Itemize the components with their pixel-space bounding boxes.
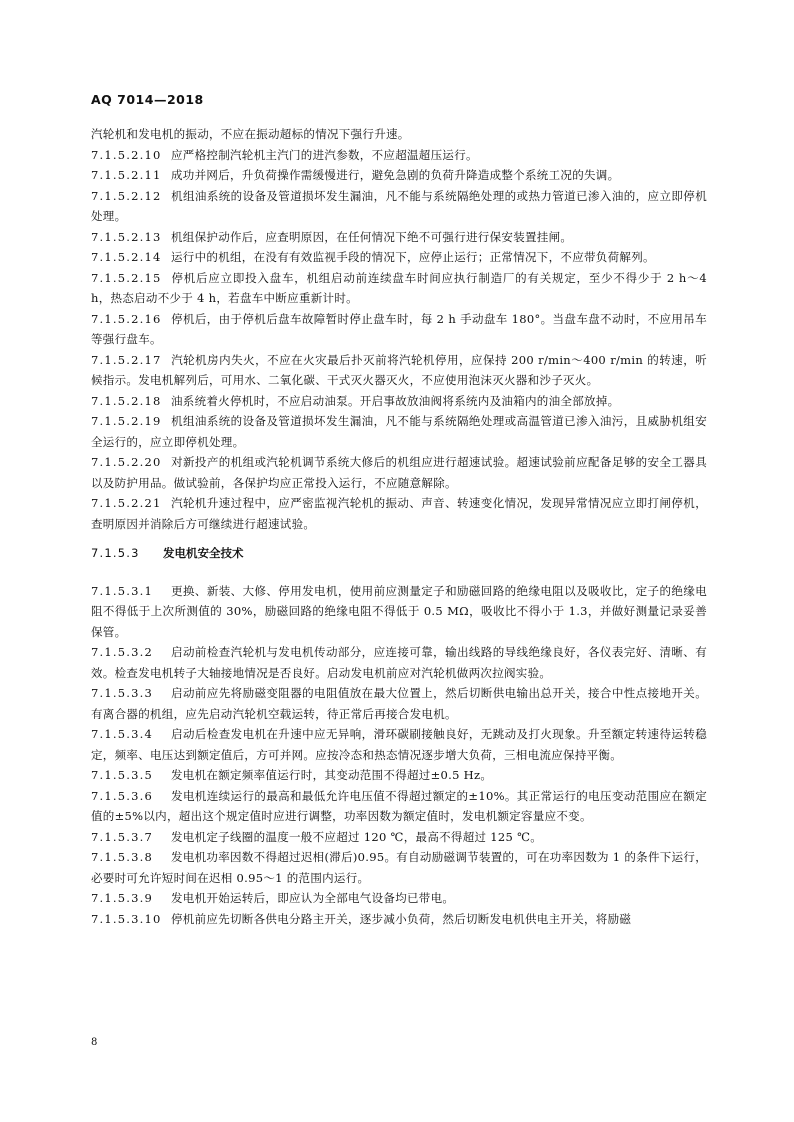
clause-7-1-5-2-17 [91, 350, 707, 391]
clause-7-1-5-2-11 [91, 165, 707, 186]
clause-text: 汽轮机升速过程中，应严密监视汽轮机的振动、声音、转速变化情况，发现异常情况应立即打闸停机，查明原因并消除后方可继续进行超速试验。 [91, 496, 707, 531]
clause-7-1-5-2-20 [91, 452, 707, 493]
clause-number: 7.1.5.3.5 [91, 768, 154, 782]
clause-7-1-5-3-4 [91, 724, 707, 765]
clause-text: 停机后，由于停机后盘车故障暂时停止盘车时，每 2 h 手动盘车 180°。当盘车盘不动时，不应用吊车等强行盘车。 [91, 311, 707, 346]
clause-number: 7.1.5.2.18 [91, 393, 162, 408]
clause-7-1-5-3-6 [91, 786, 707, 827]
clause-number: 7.1.5.2.12 [91, 188, 162, 203]
clause-text: 启动前应先将励磁变阻器的电阻值放在最大位置上，然后切断供电输出总开关，接合中性点接地开关。有离合器的机组，应先启动汽轮机空载运转，待正常后再接合发电机。 [91, 686, 707, 721]
clause-text: 更换、新装、大修、停用发电机，使用前应测量定子和励磁回路的绝缘电阻以及吸收比，定子的绝缘电阻不得低于上次所测值的 30%，励磁回路的绝缘电阻不得低于 0.5 MΩ，吸收比不得小于 1.3，并做好测量记录妥善保管。 [91, 583, 707, 639]
clause-7-1-5-2-10 [91, 145, 707, 166]
clause-text: 机组油系统的设备及管道损坏发生漏油，凡不能与系统隔绝处理的或热力管道已渗入油的，应立即停机处理。 [91, 188, 707, 223]
page-number: 8 [91, 1037, 98, 1048]
clause-7-1-5-2-18 [91, 391, 707, 412]
clause-text: 油系统着火停机时，不应启动油泵。开启事故放油阀将系统内及油箱内的油全部放掉。 [171, 393, 620, 408]
clause-text: 成功并网后，升负荷操作需缓慢进行，避免急剧的负荷升降造成整个系统工况的失调。 [171, 168, 620, 182]
clause-text: 启动前检查汽轮机与发电机传动部分，应连接可靠，输出线路的导线绝缘良好，各仪表完好、清晰、有效。检查发电机转子大轴接地情况是否良好。启动发电机前应对汽轮机做两次拉阀实验。 [91, 645, 707, 680]
clause-number: 7.1.5.3.10 [91, 911, 162, 926]
clause-7-1-5-2-19 [91, 411, 707, 452]
clause-number: 7.1.5.3.7 [91, 829, 154, 844]
clause-7-1-5-2-14 [91, 247, 707, 268]
clause-7-1-5-3-1 [91, 581, 707, 643]
clause-7-1-5-3-8 [91, 847, 707, 888]
clause-number: 7.1.5.2.16 [91, 311, 162, 326]
clause-text: 汽轮机房内失火，不应在火灾最后扑灭前将汽轮机停用，应保持 200 r/min～400 r/min 的转速，听候指示。发电机解列后，可用水、二氧化碳、干式灭火器灭火，不应使用泡沫灭火器和沙子灭火。 [91, 352, 707, 387]
clause-text: 发电机连续运行的最高和最低允许电压值不得超过额定的±10%。其正常运行的电压变动范围应在额定值的±5%以内，超出这个规定值时应进行调整，功率因数为额定值时，发电机额定容量应不变。 [91, 788, 707, 823]
paragraph: 汽轮机和发电机的振动，不应在振动超标的情况下强行升速。 [91, 127, 410, 141]
clause-number: 7.1.5.2.13 [91, 229, 162, 244]
clause-number: 7.1.5.3.9 [91, 891, 154, 905]
clause-text: 机组油系统的设备及管道损坏发生漏油，凡不能与系统隔绝处理或高温管道已渗入油污，且威胁机组安全运行的，应立即停机处理。 [91, 414, 707, 449]
clause-number: 7.1.5.3.6 [91, 788, 154, 803]
clause-number: 7.1.5.2.19 [91, 414, 162, 428]
clause-7-1-5-3-2 [91, 642, 707, 683]
clause-7-1-5-2-16 [91, 309, 707, 350]
clause-7-1-5-3-9 [91, 888, 707, 909]
clause-number: 7.1.5.3.2 [91, 645, 154, 659]
clause-number: 7.1.5.2.17 [91, 352, 162, 367]
clause-text: 停机后应立即投入盘车，机组启动前连续盘车时间应执行制造厂的有关规定，至少不得少于 2 h～4 h，热态启动不少于 4 h，若盘车中断应重新计时。 [91, 270, 707, 305]
clause-text: 发电机功率因数不得超过迟相(滞后)0.95。有自动励磁调节装置的，可在功率因数为 1 的条件下运行，必要时可允许短时间在迟相 0.95～1 的范围内运行。 [91, 850, 707, 885]
section-title: 发电机安全技术 [163, 546, 244, 560]
clause-7-1-5-3-10 [91, 909, 707, 930]
clause-text: 运行中的机组，在没有有效监视手段的情况下，应停止运行；正常情况下，不应带负荷解列。 [171, 250, 655, 264]
clause-7-1-5-2-12 [91, 186, 707, 227]
clause-text: 启动后检查发电机在升速中应无异响，滑环碳刷接触良好，无跳动及打火现象。升至额定转速待运转稳定，频率、电压达到额定值后，方可并网。应按冷态和热态情况逐步增大负荷，三相电流应保持平衡。 [91, 727, 707, 762]
clause-number: 7.1.5.3.4 [91, 727, 154, 741]
clause-number: 7.1.5.2.20 [91, 455, 162, 469]
clause-number: 7.1.5.2.21 [91, 496, 162, 510]
clause-number: 7.1.5.2.10 [91, 147, 162, 162]
clause-7-1-5-3-7 [91, 827, 707, 848]
clause-7-1-5-3-5 [91, 765, 707, 786]
clause-number: 7.1.5.2.11 [91, 168, 162, 182]
clause-text: 应严格控制汽轮机主汽门的进汽参数，不应超温超压运行。 [171, 147, 478, 162]
clause-7-1-5-2-15 [91, 268, 707, 309]
clause-number: 7.1.5.3.8 [91, 850, 154, 864]
clause-text: 发电机在额定频率值运行时，其变动范围不得超过±0.5 Hz。 [171, 768, 493, 782]
clause-text: 停机前应先切断各供电分路主开关，逐步减小负荷，然后切断发电机供电主开关，将励磁 [171, 911, 632, 926]
clause-text: 发电机定子线圈的温度一般不应超过 120 ℃，最高不得超过 125 ℃。 [171, 829, 543, 844]
clause-text: 发电机开始运转后，即应认为全部电气设备均已带电。 [171, 891, 455, 905]
section-number: 7.1.5.3 [91, 546, 140, 560]
clause-number: 7.1.5.2.14 [91, 250, 162, 264]
clause-text: 对新投产的机组或汽轮机调节系统大修后的机组应进行超速试验。超速试验前应配备足够的安全工器具以及防护用品。做试验前，各保护均应正常投入运行，不应随意解除。 [91, 455, 707, 490]
clause-number: 7.1.5.3.1 [91, 583, 154, 598]
document-code: AQ 7014—2018 [91, 92, 204, 107]
document-body [91, 124, 707, 929]
section-heading [91, 543, 707, 564]
clause-text: 机组保护动作后，应查明原因，在任何情况下绝不可强行进行保安装置挂闸。 [171, 229, 573, 244]
clause-7-1-5-2-21 [91, 493, 707, 534]
clause-number: 7.1.5.3.3 [91, 686, 154, 700]
clause-number: 7.1.5.2.15 [91, 270, 162, 285]
clause-7-1-5-2-13 [91, 227, 707, 248]
clause-7-1-5-3-3 [91, 683, 707, 724]
